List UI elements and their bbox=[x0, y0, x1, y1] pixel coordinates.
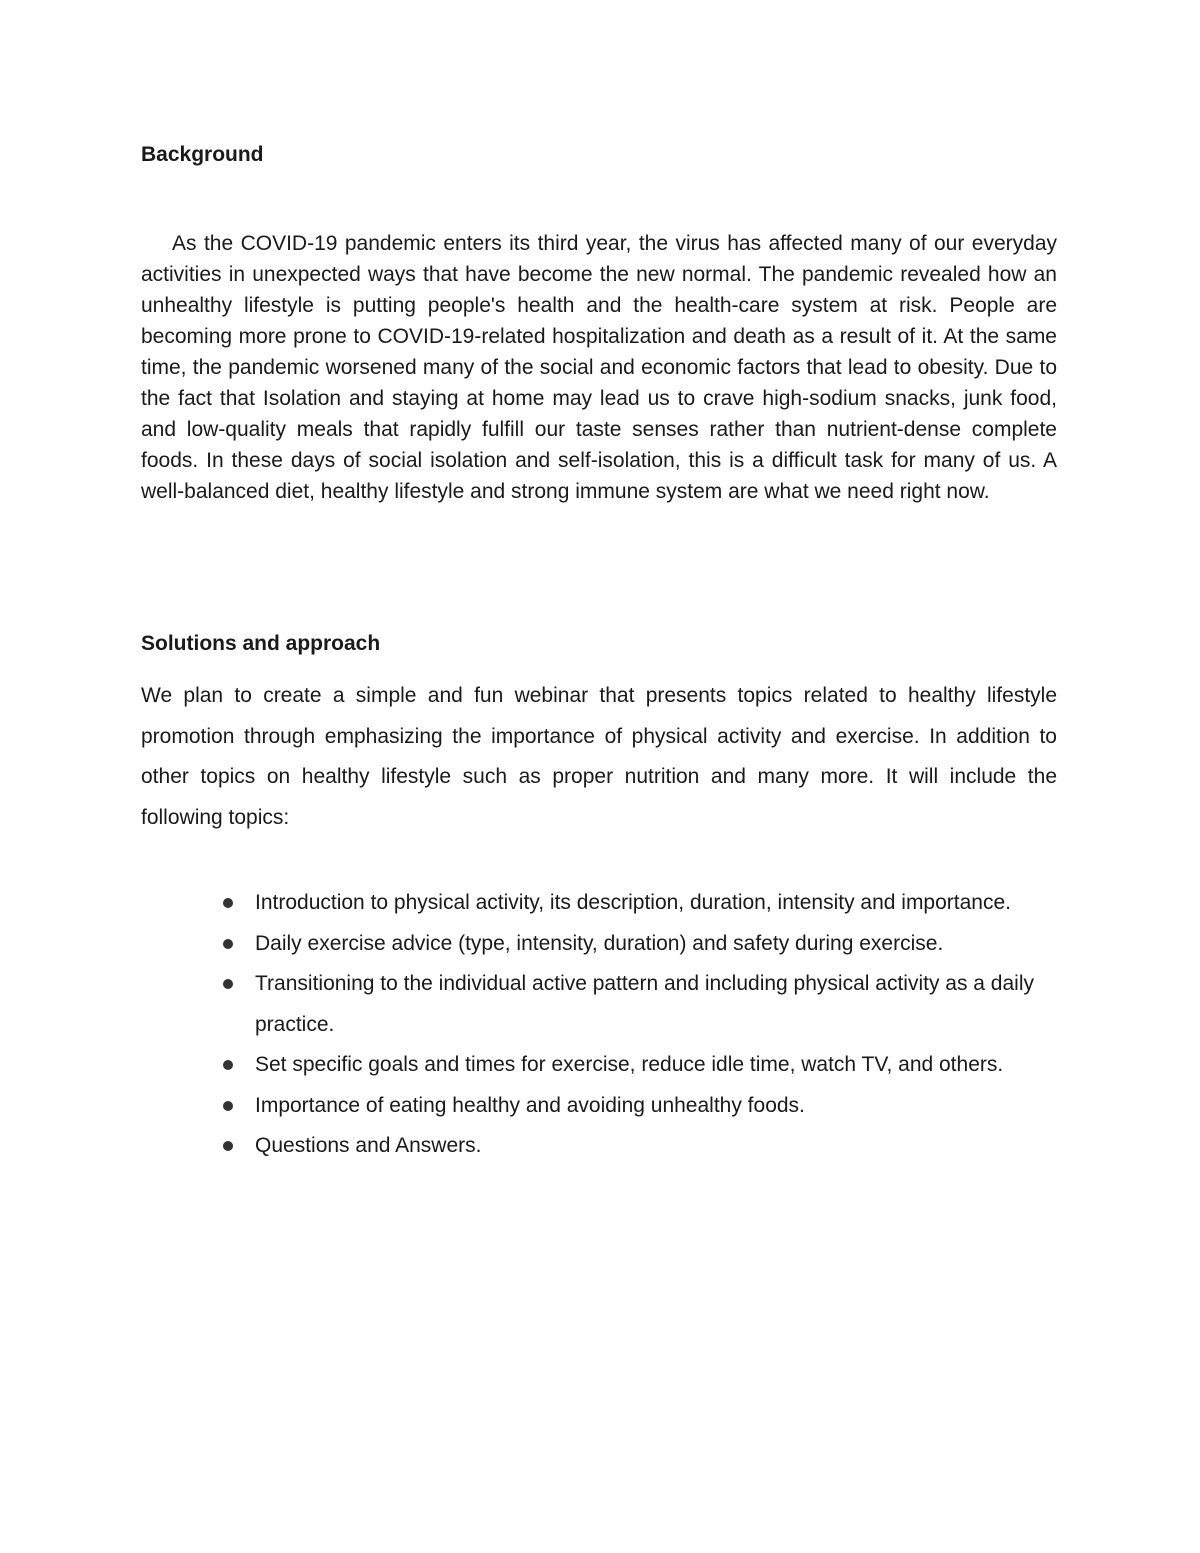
topic-item bbox=[221, 964, 1041, 1045]
topic-text: Importance of eating healthy and avoiding unhealthy foods. bbox=[255, 1093, 805, 1117]
background-paragraph: As the COVID-19 pandemic enters its third year, the virus has affected many of our everyday activities in unexpected ways that have become the new normal. The pandemic revealed how an unhealthy lifestyle is putting people's health and the health-care system at risk. People are becoming more prone to COVID-19-related hospitalization and death as a result of it. At the same time, the pandemic worsened many of the social and economic factors that lead to obesity. Due to the fact that Isolation and staying at home may lead us to crave high-sodium snacks, junk food, and low-quality meals that rapidly fulfill our taste senses rather than nutrient-dense complete foods. In these days of social isolation and self-isolation, this is a difficult task for many of us. A well-balanced diet, healthy lifestyle and strong immune system are what we need right now. bbox=[141, 232, 1057, 503]
topic-text: Introduction to physical activity, its description, duration, intensity and importance. bbox=[255, 891, 1011, 914]
bullet-icon bbox=[223, 1101, 233, 1111]
topic-item bbox=[221, 924, 1041, 965]
bullet-icon bbox=[223, 1060, 233, 1070]
solutions-heading: Solutions and approach bbox=[141, 632, 381, 655]
bullet-icon bbox=[223, 939, 233, 949]
topic-item bbox=[221, 1086, 1041, 1127]
bullet-icon bbox=[223, 1141, 233, 1151]
background-heading: Background bbox=[141, 143, 264, 166]
topic-item bbox=[221, 883, 1041, 924]
bullet-icon bbox=[223, 898, 233, 908]
topic-text: Set specific goals and times for exercise, reduce idle time, watch TV, and others. bbox=[255, 1053, 1004, 1076]
topic-text: Questions and Answers. bbox=[255, 1134, 482, 1157]
topic-text: Daily exercise advice (type, intensity, duration) and safety during exercise. bbox=[255, 931, 944, 955]
topic-text: Transitioning to the individual active pattern and including physical activity as a daily practice. bbox=[255, 972, 1034, 1036]
bullet-icon bbox=[223, 979, 233, 989]
topic-item bbox=[221, 1045, 1041, 1086]
topics-list bbox=[221, 883, 1041, 1167]
topic-item bbox=[221, 1126, 1041, 1167]
solutions-paragraph: We plan to create a simple and fun webinar that presents topics related to healthy lifestyle promotion through emphasizing the importance of physical activity and exercise. In addition to other topics on healthy lifestyle such as proper nutrition and many more. It will include the following topics: bbox=[141, 684, 1057, 829]
